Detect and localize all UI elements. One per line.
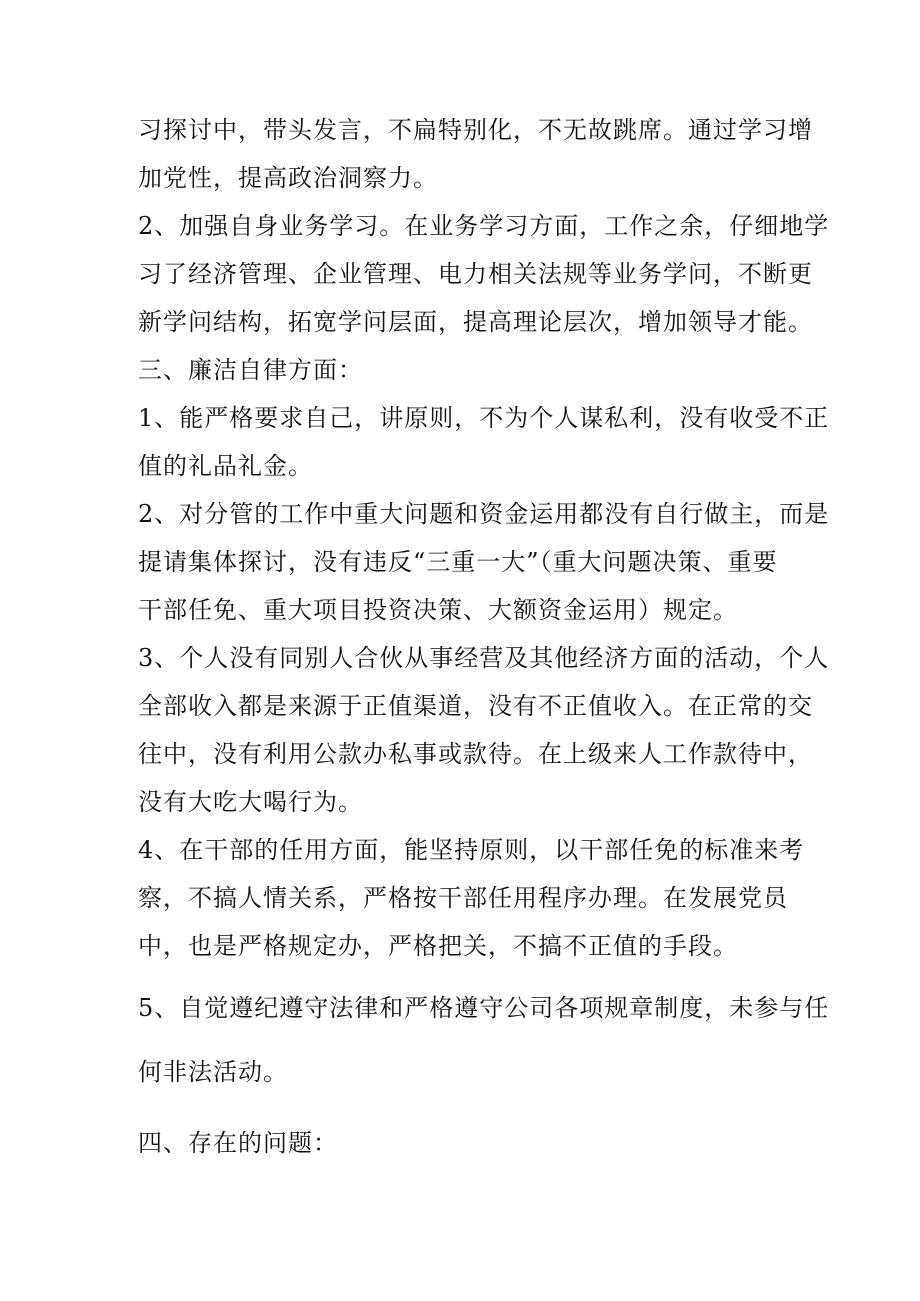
- text-line-10: 提请集体探讨，没有违反“三重一大”（重大问题决策、重要: [138, 548, 778, 576]
- text-line-17: 察，不搞人情关系，严格按干部任用程序办理。在发展党员: [138, 884, 788, 912]
- text-line-15: 没有大吃大喝行为。: [138, 788, 363, 816]
- text-line-2: 加党性，提高政治洞察力。: [138, 164, 438, 192]
- text-line-4: 习了经济管理、企业管理、电力相关法规等业务学问，不断更: [138, 260, 813, 288]
- text-line-5: 新学问结构，拓宽学问层面，提高理论层次，增加领导才能。: [138, 308, 813, 336]
- text-line-8: 值的礼品礼金。: [138, 452, 313, 480]
- text-line-14: 往中，没有利用公款办私事或款待。在上级来人工作款待中，: [138, 740, 813, 768]
- text-line-13: 全部收入都是来源于正值渠道，没有不正值收入。在正常的交: [138, 692, 813, 720]
- text-line-19: 5、自觉遵纪遵守法律和严格遵守公司各项规章制度，未参与任: [138, 994, 830, 1022]
- text-line-11: 干部任免、重大项目投资决策、大额资金运用）规定。: [138, 596, 738, 624]
- text-line-20: 何非法活动。: [138, 1058, 288, 1086]
- text-line-16: 4、在干部的任用方面，能坚持原则，以干部任免的标准来考: [138, 836, 805, 864]
- text-line-12: 3、个人没有同别人合伙从事经营及其他经济方面的活动，个人: [138, 644, 830, 672]
- text-line-3: 2、加强自身业务学习。在业务学习方面，工作之余，仔细地学: [138, 212, 830, 240]
- text-line-18: 中，也是严格规定办，严格把关，不搞不正值的手段。: [138, 932, 738, 960]
- text-line-1: 习探讨中，带头发言，不扁特别化，不无故跳席。通过学习增: [138, 116, 813, 144]
- text-line-9: 2、对分管的工作中重大问题和资金运用都没有自行做主，而是: [138, 500, 830, 528]
- section-heading-4: 四、存在的问题：: [138, 1129, 338, 1157]
- section-heading-3: 三、廉洁自律方面：: [138, 356, 363, 384]
- text-line-7: 1、能严格要求自己，讲原则，不为个人谋私利，没有收受不正: [138, 404, 830, 432]
